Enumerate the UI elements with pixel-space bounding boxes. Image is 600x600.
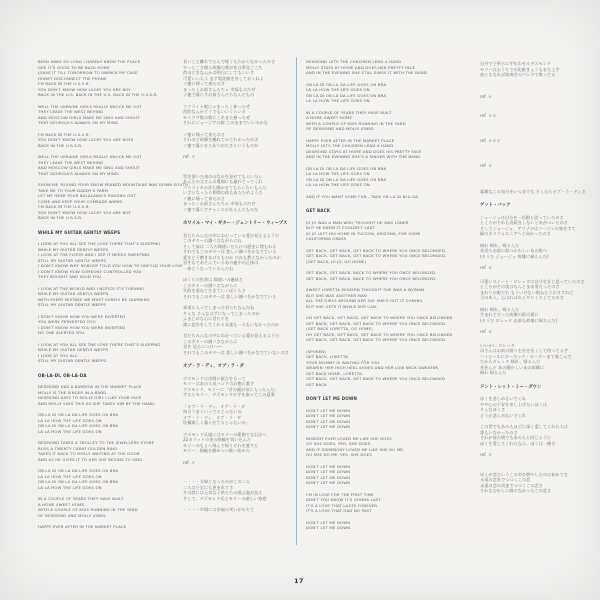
lyric-stanza (183, 333, 295, 355)
lyric-stanza (38, 182, 190, 221)
lyric-line: IT'S A LOVE THAT HAD NO PAST (306, 508, 372, 513)
lyric-line: ソ連で暮らすチャンスがあるんだものな (183, 206, 259, 212)
lyric-line: OO SHE DO ME, YES, SHE DOES (306, 452, 372, 457)
lyric-line: LA LA HOW THE LIFE GOES ON (38, 484, 102, 490)
lyric-line: LA LA HOW THE LIFE GOES ON (306, 87, 370, 92)
lyric-line: その庭には元気な子供たちの遊ぶ姿が見え (183, 490, 263, 495)
lyric-stanza (306, 110, 468, 132)
lyric-line: I LOOK AT YOU ALL. . . . . (38, 352, 90, 358)
lyric-stanza (306, 349, 468, 388)
lyric-line: やっとこさ帰る故郷の我が家は夢見ごこち (183, 64, 263, 70)
lyric-line: (そうだ ジョージョ 故郷に帰るんだ) (480, 253, 549, 259)
lyric-line: WITH A COUPLE OF KIDS RUNNING IN THE YARD (306, 120, 406, 126)
lyric-line: THAT GEORGIA'S ALWAYS ON MY MIND. (38, 170, 120, 176)
lyric-line: (そうだ ロレッタ お前も故郷に帰るんだ) (480, 317, 558, 323)
lyric-line: GET BACK, GET BACK, BACK TO WHERE YOU ONCE BELONGED. (306, 270, 437, 275)
lyric-line: GEE IT'S GOOD TO BE BACK HOME (38, 64, 110, 70)
lyric-line: AND IN THE EVENING SHE'S A SINGER WITH THE BAND (306, 154, 421, 159)
lyric-line: OB LA DI OB LA DA LIFE GOES ON BRA (38, 412, 119, 417)
lyric-line: (SPOKEN) (306, 348, 327, 354)
lyric-line: 誰に忠告をしてくれる友達も一人もいなかったのか (183, 321, 280, 327)
lyric-stanza (306, 248, 468, 265)
lyric-stanza (183, 376, 295, 398)
lyric-line: だからロレッタ 帰れ、帰るんだ (480, 359, 541, 364)
lyric-line: I DON'T KNOW WHY NOBODY TOLD YOU HOW TO UNFOLD YOUR LOVE (38, 263, 183, 268)
lyric-line: NO ONE ALERTED YOU. (38, 330, 86, 335)
lyric-line: CALIFORNIA GRASS (306, 236, 347, 241)
lyric-line: やや心の不安を申し上げたいぼくは (480, 401, 548, 407)
lyric-line: OB LA DI OB LA DA LIFE GOES ON BRA (306, 81, 387, 87)
lyric-stanza (38, 496, 190, 518)
lyric-stanza (306, 287, 468, 309)
lyric-line: いざとなったら仲間の体もあたためようさ (183, 190, 263, 195)
lyric-line: GET BACK, GET BACK, GET BACK TO WHERE YOU ONCE BELONGED. (306, 247, 447, 253)
lyric-line: 昔住んだ あの懐かしいあの故郷に (480, 364, 545, 370)
refrain-mark: ref. ＊ (183, 459, 196, 465)
lyric-line: DESMOND SAYS TO MOLLY GIRL I LIKE YOUR FACE (38, 395, 142, 400)
lyric-line: 君たちみんなの中にねむっている愛が見えるようだ (183, 333, 280, 338)
lyric-line: LEAVE IT TILL TOMORROW TO UNPACK MY CASE (38, 70, 138, 75)
lyric-line: WITH EVERY MISTAKE WE MUST SURELY BE LEARNING (38, 296, 150, 302)
refrain-mark: ref. ＊＊＊ (480, 137, 501, 143)
lyric-line: 昔居たお前に似つかわしいあの街へ (480, 248, 548, 253)
lyric-line: WELL THE UKRAINE GIRLS REALLY KNOCK ME OUT (38, 154, 142, 159)
lyric-line: するとモリー、デズモンドの手を取ってこの返事 (183, 392, 275, 397)
lyric-line: OB LA DI OB LA DA LIFE GOES ON BRA (38, 479, 119, 484)
lyric-stanza (306, 315, 468, 343)
lyric-line: 帰れ 帰るんだ (480, 370, 507, 375)
lyric-line: MOLLY LETS THE CHILDREN LEND A HAND (306, 143, 394, 148)
lyric-line: DESMOND TAKES A TROLLEY TO THE JEWELLERS STORE (38, 440, 155, 445)
lyric-line: 永遠の恋の炎までつづくこの恋さ (480, 482, 543, 488)
lyric-line: それでもこのギターは 悲しい調べをかなでている (183, 249, 277, 254)
lyric-stanza (38, 412, 190, 434)
lyric-stanza (38, 440, 190, 462)
lyric-stanza (38, 468, 190, 490)
lyric-line: YOU DON'T KNOW HOW LUCKY YOU ARE BOY (38, 209, 131, 215)
lyric-stanza (306, 520, 468, 531)
song-title-ob-la-di-ob-la-da-jp: オブ・ラ・ディ、オブ・ラ・ダ (183, 364, 244, 369)
lyric-line: それもむかしに縁のなかったこの恋さ (480, 488, 552, 493)
lyric-line: LA LA HOW THE LIFE GOES ON (38, 428, 102, 434)
lyric-line: DON'T LET ME DOWN (306, 463, 351, 469)
lyric-line: ソ連で暮らせるありがたさというものが (183, 142, 259, 148)
lyric-line: GET BACK, GET BACK, GET BACK TO WHERE YOU ONCE BELONGED. (306, 253, 447, 258)
lyric-stanza (183, 404, 295, 426)
lyric-stanza (306, 408, 468, 430)
page-number: 17 (294, 577, 304, 585)
lyric-line: I DON'T KNOW HOW YOU WERE DIVERTED (38, 313, 126, 319)
lyric-stanza (306, 82, 468, 104)
lyric-line: 母さんはお前の帰りを首を長くして待ってるぞ (480, 348, 568, 353)
song-title-get-back: GET BACK (306, 208, 331, 213)
lyric-line: 長いこと離れてたんで様子もわからなかったのさ (183, 59, 276, 64)
lyric-line: 帰れ 帰れ、帰るんだ (480, 242, 520, 248)
lyric-stanza (480, 61, 598, 78)
lyric-line: あんたの父さんの農場にも連れてってくれ (183, 179, 263, 184)
lyric-line: OF DESMOND AND MOLLY JONES (38, 512, 106, 518)
lyric-line: (GET BACK LORETTA, GO HOME) (306, 326, 373, 331)
lyric-line: NOBODY EVER LOVED ME LIKE SHE DOES (306, 435, 392, 441)
lyric-stanza (38, 342, 190, 364)
lyric-line: JO JO WAS A MAN WHO THOUGHT HE WAS LONER (306, 219, 409, 225)
lyric-line: I LOOK AT YOU ALL SEE THE LOVE THERE THAT'S SLEEPING (38, 341, 161, 347)
lyric-line: それでもこのギターは 悲しい調べをかなでている (183, 293, 277, 299)
lyric-line: この世でもあの人ほどに深く愛してくれた人は (480, 424, 568, 429)
lyric-line: まったくお前さんたちゃ 幸福ものだぜ (183, 86, 256, 92)
lyric-stanza (480, 343, 598, 376)
lyric-line: 22カラットの金の指輪を買い込んだ (183, 437, 252, 442)
lyric-line: 緑のカリフォルニアへと向かったのさ (480, 231, 551, 236)
left-page-english-column (38, 59, 190, 530)
refrain-mark: ref. ＊ (183, 154, 196, 159)
lyric-line: DON'T LET ME DOWN (306, 480, 351, 485)
lyric-stanza (306, 492, 468, 514)
lyric-line: BUYS A TWENTY CARAT GOLDEN RING (38, 445, 118, 451)
lyric-line: DON'T LET ME DOWN (306, 418, 351, 424)
refrain-mark: ref. ＊＊ (480, 113, 497, 118)
lyric-line: モリーはあの人気バンドのお抱え歌手 (183, 381, 255, 386)
lyric-line: LA LA HOW THE LIFE GOES ON (38, 473, 102, 479)
lyric-line: THAT GEORGIA'S ALWAYS ON MY MIND. (38, 120, 120, 125)
lyric-line: BACK IN THE U.S.S.R. (38, 142, 83, 148)
lyric-line: LA LA HOW THE LIFE GOES ON (306, 98, 370, 103)
lyric-stanza (480, 472, 598, 494)
lyric-line: ところがそれも長続きしないと気がついたのさ (480, 220, 568, 225)
lyric-line: BACK IN THE U.S.S.R. (38, 215, 83, 220)
lyric-line: 当の本人、心はればれとやりくりしてるのさ (480, 295, 564, 300)
lyric-line: まったくお前さんたちゃ 幸福ものだぜ (183, 201, 256, 206)
refrain-mark: ref. ＊ (480, 163, 493, 168)
lyric-stanza (183, 59, 295, 98)
lyric-line: GET BACK, GET BACK, GET BACK TO WHERE YOU ONCE BELONGED. (306, 320, 447, 326)
lyric-line: (GET BACK, JO JO, GO HOME) (306, 258, 367, 264)
lyric-line: 結構楽しく暮らせてるじゃないの」 (183, 420, 250, 425)
lyric-stanza (480, 215, 598, 237)
lyric-line: GET BACK, LORETTA (306, 354, 348, 359)
lyric-line: BEEN AWAY SO LONG I HARDLY KNEW THE PLACE (38, 59, 141, 64)
lyric-line: DON'T LET ME DOWN (306, 413, 351, 418)
lyric-line: GET BACK, GET BACK, GET BACK TO WHERE YOU ONCE BELONGED (306, 376, 445, 381)
lyric-line: WHILE MY GUITAR GENTLY WEEPS (38, 291, 109, 296)
page-gutter-divider (296, 57, 297, 545)
lyric-line: いいかい ロレッタ (480, 342, 515, 348)
lyric-line: LA LA HOW THE LIFE GOES ON (306, 171, 370, 176)
lyric-line: STILL MY GUITAR GENTLY WEEPS. (38, 358, 108, 363)
lyric-line: バラライカの音も聞かせてもらいたいもんだ (183, 184, 267, 190)
lyric-line: STILL MY GUITAR GENTLY WEEPS (38, 257, 107, 263)
lyric-line: IT'S A LOVE THAT LASTS FOREVER (306, 502, 378, 508)
lyric-line: I LOOK AT THE WORLD AND I NOTICE IT'S TURNING (38, 285, 145, 291)
right-page-english-column (306, 59, 468, 531)
lyric-line: それが彼の娘でもあの人と同じように (480, 435, 552, 440)
lyric-stanza (183, 479, 295, 501)
lyric-line: DESMOND STAYS AT HOME AND DOES HIS PRETTY FACE (306, 148, 422, 154)
lyric-line: I'M IN LOVE FOR THE FIRST TIME (306, 491, 374, 497)
lyric-line: そんな そんなはずになってしまったのか (183, 310, 260, 316)
lyric-line: DON'T LET ME DOWN (306, 519, 351, 525)
lyric-line: I'M BACK IN THE U.S.S.R. (38, 204, 90, 209)
refrain-mark: ref. ＊ (480, 93, 493, 99)
lyric-line: TAKE ME TO YOUR DADDY'S FARM (38, 187, 109, 193)
lyric-line: モスクワ娘の歌にこれまた参ったぜ (183, 114, 251, 120)
lyric-line: WHILE MY GUITAR GENTLY WEEPS (38, 246, 109, 252)
lyric-line: OF DESMOND AND MOLLY JONES. (306, 126, 376, 131)
lyric-line: そして、デズモンド氏とモリーの楽しい家庭 (183, 495, 267, 501)
lyric-line: WHILE MY GUITAR GENTLY WEEPS (38, 347, 109, 352)
lyric-line: 帰れ 帰れ、帰るんだ (480, 306, 520, 312)
lyric-line: ぼくが恋というこの炎を燃やしたのは初めてさ (480, 471, 568, 477)
lyric-stanza (183, 507, 295, 513)
lyric-line: BUT SHE GETS IT WHILE SHE CAN. (306, 303, 378, 309)
song-title-dont-let-me-down-jp: ドント・レット・ミー・ダウン (480, 384, 542, 390)
lyric-line: 君を 見るにつけ―― (183, 344, 222, 349)
lyric-line: DESMOND LETS THE CHILDREN LEND A HAND (306, 59, 402, 64)
lyric-line: I DON'T KNOW HOW SOMEONE CONTROLLED YOU (38, 268, 142, 274)
lyric-line: このギターの調べさながらに (183, 338, 238, 344)
lyric-line: 「オブ・ラ・ディ、オブ・ラ・ダ (183, 403, 246, 409)
lyric-line: それでもこのギターは 悲しい調べをかなでていないのさ (183, 349, 289, 355)
lyric-line: DESMOND HAS A BARROW IN THE MARKET PLACE (38, 384, 142, 389)
lyric-stanza (306, 194, 468, 200)
lyric-stanza (183, 277, 295, 299)
lyric-line: YOUR MOMMY IS WAITING FOR YOU (306, 359, 380, 365)
lyric-stanza (38, 524, 190, 530)
lyric-line: AND AS HE GIVES IT TO HER SHE BEGINS TO SING. (38, 456, 144, 462)
lyric-line: 永遠の恋までつづくこの恋 (480, 477, 531, 482)
lyric-line: 誰もいなかったのさ (480, 429, 518, 435)
lyric-line: HAPPY EVER AFTER IN THE MARKET PLACE (38, 524, 127, 529)
lyric-line: ソ連に帰って来たのさ (183, 131, 225, 137)
lyric-line: 可愛いい人よ まず電話線を外しておくれよ (183, 75, 264, 81)
refrain-mark: ref. ＊ (480, 329, 493, 334)
lyric-stanza (183, 104, 295, 126)
lyric-line: OH GET BACK, GET BACK, GET BACK TO WHERE YOU ONCE BELONGED (306, 315, 453, 320)
lyric-line: HONEY DISCONNECT THE PHONE (38, 75, 107, 81)
lyric-line: STILL MY GUITAR GENTLY WEEPS (38, 302, 107, 307)
lyric-line: IN A COUPLE OF YEARS THEY HAVE BUILT (306, 109, 392, 115)
lyric-stanza (306, 138, 468, 160)
lyric-line: ソ連で暮らすお前さんたちなんだもの (183, 92, 255, 97)
lyric-line: ・・・・市場には幸福の笑いがみちて (183, 507, 255, 512)
lyric-line: そしてジョージョ、アリゾナはツーソンの家をすて (480, 225, 576, 231)
lyric-line: OO SHE DOES, YEH, SHE DOES. (306, 441, 372, 446)
song-title-get-back-jp: ゲット・バック (480, 203, 511, 208)
lyric-line: ・・・・夫婦となったのがこの二人 (183, 479, 251, 484)
lyric-line: まわりの娘たち もういけない娘ねとうわさすれど (480, 289, 574, 295)
lyric-line: I LOOK AT THE FLOOR AND I SEE IT NEEDS SWEEPING (38, 252, 150, 257)
lyric-line: 失敗を重ねて生きていくぼくらさ (183, 288, 246, 293)
lyric-line: 生まれそだった故郷の街の裏に (480, 312, 539, 317)
lyric-line: HAPPY EVER AFTER IN THE MARKET PLACE (306, 137, 395, 143)
lyric-line: OB LA DI OB LA DA LIFE GOES ON BRA (306, 165, 387, 171)
lyric-line: モリーはおうちでお化粧きょうもまた上手 (480, 66, 560, 72)
lyric-line: GET BACK, GET BACK, GET BACK TO WHERE YOU ONCE BELONGED. (306, 337, 447, 342)
lyric-line: BACK IN THE U.S. BACK IN THE U.S. BACK IN THE U.S.S.R. (38, 92, 158, 97)
lyric-stanza (306, 59, 468, 76)
lyric-line: YOU DON'T KNOW HOW LUCKY YOU ARE BOY (38, 86, 131, 92)
lyric-line: GET BACK HOME, LORETTA. (306, 370, 364, 376)
lyric-line: ジョージョは自分を一匹狼と思っていたのさ (480, 214, 564, 220)
lyric-stanza (183, 132, 295, 149)
lyric-line: このギターの調べさながらにね (183, 238, 242, 243)
lyric-line: OB LA DI OB LA DA LIFE GOES ON BRA (306, 92, 387, 98)
lyric-line: ソ連に帰って来たのさ (183, 195, 225, 201)
lyric-line: 愛をどう磨きあげるものか だれも教えなかったのか (183, 254, 281, 260)
lyric-line: 君をもてあそんでいるあの連中の正体は (183, 260, 259, 265)
lyric-line: SHOW ME 'ROUND YOUR SNOW PEAKED MOUNTAINS WAY DOWN SOUTH (38, 182, 189, 187)
lyric-line: AND IF SOMEBODY LOVED ME LIKE SHE DO ME, (306, 446, 405, 452)
lyric-line: DON'T LET ME DOWN (306, 407, 351, 413)
song-title-while-my-guitar-gently-weeps: WHILE MY GUITAR GENTLY WEEPS (38, 229, 121, 235)
lyric-line: DON'T LET ME DOWN (306, 424, 351, 429)
lyric-line: 西欧なんかどうでもいいくらいさ (183, 109, 246, 114)
lyric-stanza (38, 59, 190, 98)
lyric-line: WEARIN' HER HIGH HEEL SHOES AND HER LOW NECK SWEATER, (306, 365, 440, 370)
lyric-line: WITH A COUPLE OF KIDS RUNNING IN THE YARD (38, 507, 138, 512)
lyric-stanza (480, 189, 598, 195)
lyric-line: AND MOSCOW GIRLS MAKE ME SING AND SHOUT (38, 165, 140, 170)
lyric-stanza (38, 132, 190, 149)
lyric-stanza (38, 104, 190, 126)
lyric-line: COME AND KEEP YOUR COMRADE WARM. (38, 198, 124, 204)
lyric-line: 二人は子宝にも恵まれてさ (183, 484, 234, 490)
lyric-line: DON'T LET ME DOWN (306, 474, 351, 480)
lyric-line: LA LA HOW THE LIFE GOES ON. (306, 182, 372, 187)
lyric-line: JO JO LEFT HIS HOME IN TUCSON, ARIZONA, FOR SOME (306, 230, 421, 236)
lyric-line: 邪道に入ってしまった君たちなんだね (183, 305, 255, 310)
lyric-line: AND IF YOU WANT SOME FUN - TAKE OB LA DI BLA DA. (306, 193, 420, 199)
lyric-line: ぼくを悲しめないでくれ (480, 396, 527, 401)
lyric-line: ぼくを愛してくれたなら、ぼくは一緒さ (480, 440, 556, 446)
lyric-line: GET BACK (306, 381, 327, 387)
lyric-line: OH GET BACK, GET BACK, GET BACK TO WHERE YOU ONCE BELONGED (306, 331, 453, 337)
lyric-line: デズモンド、モリーに「君の顔が気に入ったんだ」 (183, 386, 279, 392)
lyric-line: ところがその実はなんとまあ男だったのさ (480, 284, 560, 289)
song-title-while-my-guitar-gently-weeps-jp: ホワイル・マイ・ギター・ジェントリー・ウィープス (183, 221, 288, 226)
lyric-line: デズモンドは市場に屋台をもって (183, 375, 246, 381)
lyric-stanza (183, 305, 295, 327)
lyric-line: DON'T LET ME DOWN (306, 469, 351, 474)
lyric-line: それほど故郷を離れてみてわかったのさ (183, 137, 259, 142)
lyric-stanza (306, 270, 468, 281)
lyric-stanza (38, 384, 190, 406)
lyric-line: MOLLY STAYS AT HOME AND DOES HER PRETTY FACE (306, 64, 416, 70)
lyric-line: 夜ともなれば演奏会のバンドで歌ってる (480, 72, 556, 77)
lyric-line: OB LA DI OB LA DA LIFE GOES ON BRA (38, 423, 119, 428)
lyric-line: BUT HE KNEW IT COULDN'T LAST (306, 225, 375, 230)
left-page-japanese-column (183, 59, 295, 513)
lyric-line: AND MOSCOW GIRLS MAKE ME SING AND SHOUT (38, 114, 140, 120)
lyric-stanza (480, 307, 598, 324)
lyric-line: そんなぼくさ (480, 407, 506, 412)
lyric-stanza (183, 432, 295, 454)
lyric-stanza (306, 220, 468, 242)
lyric-stanza (480, 396, 598, 418)
lyric-stanza (38, 286, 190, 308)
lyric-line: 自分で子供らに手伝わせるデズモンド (480, 61, 552, 66)
lyric-stanza (183, 174, 295, 213)
lyric-line: 荷ほどきなんかは明日にしてもいいさ (183, 70, 255, 75)
lyric-line: SWEET LORETTA MODERN THOUGHT SHE WAS A WOMAN (306, 287, 425, 292)
lyric-line: どうか悲しめないでくれ (480, 412, 527, 418)
lyric-stanza (306, 436, 468, 458)
lyric-line: LA LA HOW THE LIFE GOES ON (38, 417, 102, 423)
lyric-line: DON'T LET ME DOWN (306, 525, 351, 530)
lyric-line: モリーのもとへ飛んで帰りそれを渡すと (183, 442, 259, 448)
lyric-line: THEY BOUGHT AND SOLD YOU. (38, 274, 103, 279)
lyric-line: I DON'T KNOW HOW YOU WERE INVERTED (38, 324, 126, 330)
right-page-japanese-column (480, 61, 598, 494)
lyric-line: ハイヒールにローネック・セーターまで着こんで (480, 353, 572, 359)
lyric-stanza (306, 166, 468, 188)
lyric-line: I LOOK AT YOU ALL SEE THE LOVE THERE THAT'S SLEEPING (38, 241, 161, 246)
lyric-stanza (480, 424, 598, 446)
lyric-line: IN A COUPLE OF YEARS THEY HAVE BUILT (38, 496, 124, 501)
lyric-stanza (480, 243, 598, 260)
lyric-line: A HOME SWEET HOME (306, 115, 353, 120)
song-title-dont-let-me-down: DON'T LET ME DOWN (306, 396, 358, 401)
lyric-line: ソ連に帰って来たのさ (183, 81, 225, 86)
lyric-line: I'M BACK IN THE U.S.S.R. (38, 81, 90, 86)
lyric-line: AND IN THE EVENING SHE STILL SINGS IT WITH THE BAND (306, 70, 427, 75)
lyric-line: 素敵なこの気分をいつまでも そしたらオブ・ラ・ディさ (480, 188, 586, 194)
lyric-stanza (38, 154, 190, 176)
lyric-line: ふまじめな心に君たちを (183, 316, 230, 321)
lyric-line: THEY LEAVE THE WEST BEHIND (38, 159, 104, 165)
lyric-line: DON'T YOU KNOW IT'S GONNA LAST (306, 497, 381, 502)
song-title-ob-la-di-ob-la-da: OB-LA-DI, OB-LA-DA (38, 372, 87, 378)
lyric-line: 毎日うまくいってるじゃないの (183, 409, 242, 414)
lyric-line: 可愛いスイート・ロレッタは自分を女と思っていたのさ (480, 278, 585, 284)
lyric-line: 君たちみんなの中にねむっている愛が見えるようだ (183, 232, 280, 238)
lyric-line: 一体どうなっているんだね (183, 265, 234, 271)
lyric-line: ALL THE GIRLS AROUND HER SAY SHE'S GOT IT COMING (306, 298, 423, 303)
lyric-line: A HOME SWEET HOME. (38, 501, 86, 507)
lyric-line: TAKES IT BACK TO MOLLY WAITING AT THE DOOR (38, 451, 140, 456)
lyric-line: OB LA DI OB LA DA LIFE GOES ON BRA (306, 176, 387, 182)
lyric-stanza (38, 314, 190, 336)
lyric-line: BUT SHE WAS ANOTHER MAN (306, 292, 367, 298)
lyric-line: AND MOLLY SAYS THIS AS SHE TAKES HIM BY THE HAND. (38, 400, 156, 406)
lyric-stanza (183, 233, 295, 272)
refrain-mark: ref. ＊ (480, 452, 493, 457)
lyric-line: オブ・ラ・ディ、オブ・ラ・ダ (183, 414, 242, 420)
lyric-line: デズモンド氏遂にはモリーの薬指で宝石店へ (183, 431, 267, 437)
lyric-stanza (480, 279, 598, 301)
lyric-line: ぼくらの世界は 間違いの連続さ (183, 277, 243, 282)
lyric-line: 雪を頂いた南の山なみを見せてもらいたい (183, 173, 263, 179)
lyric-line: このギターの調べさながらに (183, 282, 238, 288)
lyric-line: YOU DON'T KNOW HOW LUCKY YOU ARE BOYS (38, 137, 134, 142)
lyric-line: GET BACK, GET BACK, BACK TO WHERE YOU ONCE BELONGED. (306, 275, 437, 281)
refrain-mark: ref. ＊ (480, 265, 493, 270)
lyric-stanza (38, 241, 190, 280)
lyric-line: MOLLY IS THE SINGER IN A BAND (38, 389, 107, 395)
lyric-line: モリー、指輪を眺めつつ歌い始めた (183, 448, 250, 453)
lyric-stanza (306, 464, 468, 486)
lyric-line: YOU WERE PERVERTED TOO (38, 319, 96, 324)
lyric-line: WELL THE UKRAINE GIRLS REALLY KNOCK ME OUT (38, 103, 142, 109)
lyric-line: I'M BACK IN THE U.S.S.R. (38, 131, 90, 137)
lyric-line: それにジョージアの娘 このままでいいのかな (183, 120, 268, 125)
lyric-line: ウクライナ娘にゃまったく参ったぜ (183, 103, 250, 109)
lyric-line: LET ME HEAR YOUR BALALAIKA'S RINGING OUT (38, 193, 136, 198)
lyric-line: THEY LEAVE THE WEST BEHIND (38, 109, 104, 114)
lyric-line: OB LA DI OB LA DA LIFE GOES ON BRA (38, 468, 119, 473)
lyric-line: そして床は 二人の間違いだらけの歴史に埋もれる (183, 243, 277, 249)
